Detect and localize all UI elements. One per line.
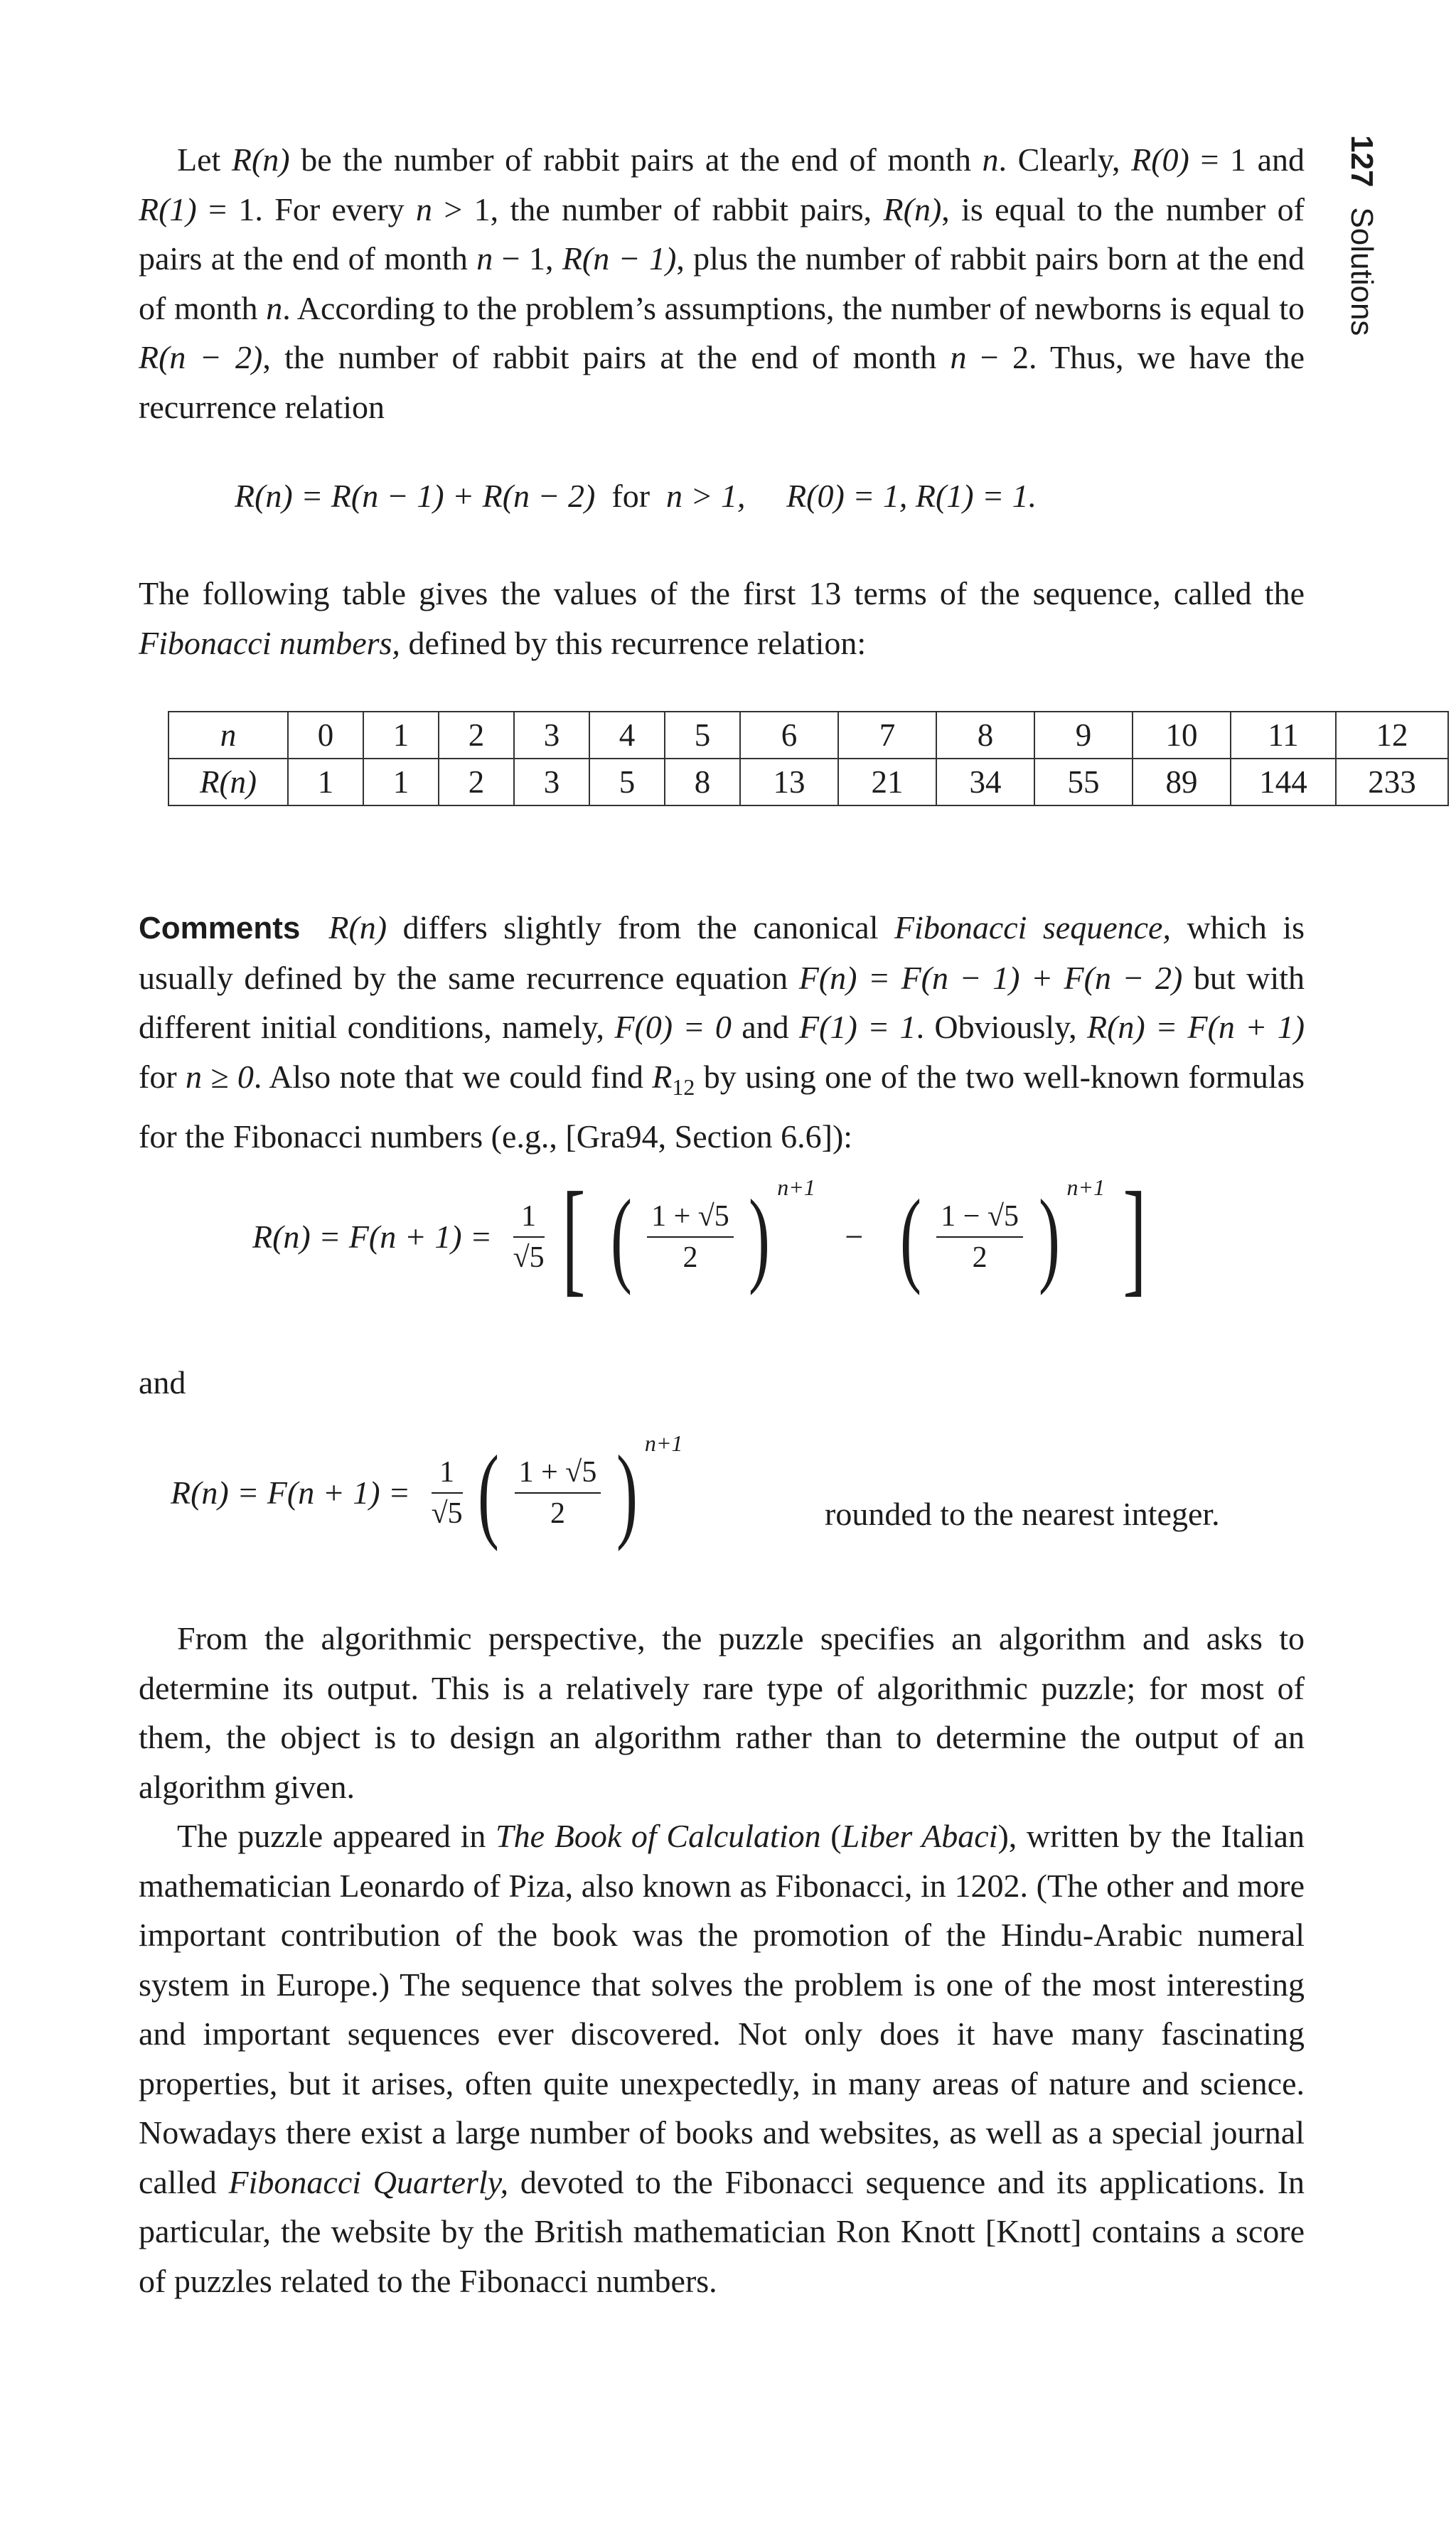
fraction-one-over-sqrt5: $\frac{1}{√5}$ [513,1196,545,1278]
table-cell-n: 3 [514,712,589,759]
table-row-n [168,712,1448,759]
table-cell-rn: 21 [838,759,936,805]
table-cell-n: 4 [589,712,665,759]
and-label: and [139,1364,186,1401]
paragraph-intro: Let R(n) be the number of rabbit pairs at the end of month n. Clearly, R(0) = 1 and R(1) = 1. For every n > 1, the number of rabbit pairs, R(n), is equal to the number of pairs at the end of month n − 1, R(n − 1), plus the number of rabbit pairs born at the end of month n. According to the problem’s assumptions, the number of newborns is equal to R(n − 2), the number of rabbit pairs at the end of month n − 2. Thus, we have the recurrence relation [139,141,1305,425]
table-cell-n: 11 [1231,712,1336,759]
fraction-phi-2: $\frac{1 + √5}{2}$ [515,1452,601,1533]
row-label-n: n [168,712,288,759]
table-cell-rn: 3 [514,759,589,805]
table-cell-n: 1 [363,712,439,759]
table-cell-rn: 89 [1133,759,1231,805]
table-cell-rn: 1 [363,759,439,805]
table-cell-n: 12 [1336,712,1448,759]
page-number: 127 [1344,135,1379,188]
fraction-one-over-sqrt5-2: $\frac{1}{√5}$ [432,1452,463,1533]
section-title: Solutions [1344,207,1379,336]
table-row-rn [168,759,1448,805]
table-cell-n: 9 [1034,712,1133,759]
table-cell-rn: 233 [1336,759,1448,805]
table-cell-n: 2 [439,712,514,759]
table-cell-rn: 13 [740,759,838,805]
table-cell-rn: 2 [439,759,514,805]
table-cell-rn: 55 [1034,759,1133,805]
table-cell-n: 0 [288,712,363,759]
table-cell-rn: 1 [288,759,363,805]
paragraph-table-intro: The following table gives the values of the first 13 terms of the sequence, called the Fibonacci numbers, defined by this recurrence relation: [139,575,1305,661]
table-cell-rn: 34 [936,759,1034,805]
paragraph-algorithmic: From the algorithmic perspective, the puzzle specifies an algorithm and asks to determine its output. This is a relatively rare type of algorithmic puzzle; for most of them, the object is to design an algorithm rather than to determine the output of an algorithm given. [139,1620,1305,1805]
running-head [1344,135,1386,363]
rounding-note: rounded to the nearest integer. [825,1496,1220,1532]
table-cell-n: 6 [740,712,838,759]
paragraph-history: The puzzle appeared in The Book of Calculation (Liber Abaci), written by the Italian mathematician Leonardo of Piza, also known as Fibonacci, in 1202. (The other and more important contribution of the book was the promotion of the Hindu-Arabic numeral system in Europe.) The sequence that solves the problem is one of the most interesting and important sequences ever discovered. Not only does it have many fascinating properties, but it arises, often quite unexpectedly, in many areas of nature and science. Nowadays there exist a large number of books and websites, as well as a special journal called Fibonacci Quarterly, devoted to the Fibonacci sequence and its applications. In particular, the website by the British mathematician Ron Knott [Knott] contains a score of puzzles related to the Fibonacci numbers. [139,1818,1305,2299]
fraction-phi: $\frac{1 + √5}{2}$ [647,1196,734,1278]
comments-label: Comments [139,911,301,946]
table-cell-rn: 144 [1231,759,1336,805]
row-label-rn: R(n) [168,759,288,805]
comments-paragraph: Comments R(n) differs slightly from the canonical Fibonacci sequence, which is usually defined by the same recurrence equation F(n) = F(n − 1) + F(n − 2) but with different initial conditions, namely, F(0) = 0 and F(1) = 1. Obviously, R(n) = F(n + 1) for n ≥ 0. Also note that we could find $R_{12}$ by using one of the two well-known formulas for the Fibonacci numbers (e.g., [Gra94, Section 6.6]): [139,909,1305,1155]
rounding-formula: R(n) = F(n + 1) = $\frac{1}{√5}$ ( $\frac{1 + √5}{2}$ ) $^{n+1}$ [171,1430,683,1552]
table-cell-n: 7 [838,712,936,759]
table-cell-rn: 5 [589,759,665,805]
recurrence-equation: R(n) = R(n − 1) + R(n − 2) for n > 1, R(0) = 1, R(1) = 1. [235,478,1037,514]
table-cell-n: 10 [1133,712,1231,759]
binet-formula: R(n) = F(n + 1) = $\frac{1}{√5}$ [ ( $\frac{1 + √5}{2}$ ) $^{n+1}$ − ( $\frac{1 - √5}{2}$ ) $^{n+1}$ ] [252,1166,1147,1307]
table-cell-n: 5 [665,712,740,759]
table-cell-n: 8 [936,712,1034,759]
fibonacci-table [168,711,1449,806]
fraction-psi: $\frac{1 - √5}{2}$ [936,1196,1023,1278]
table-cell-rn: 8 [665,759,740,805]
